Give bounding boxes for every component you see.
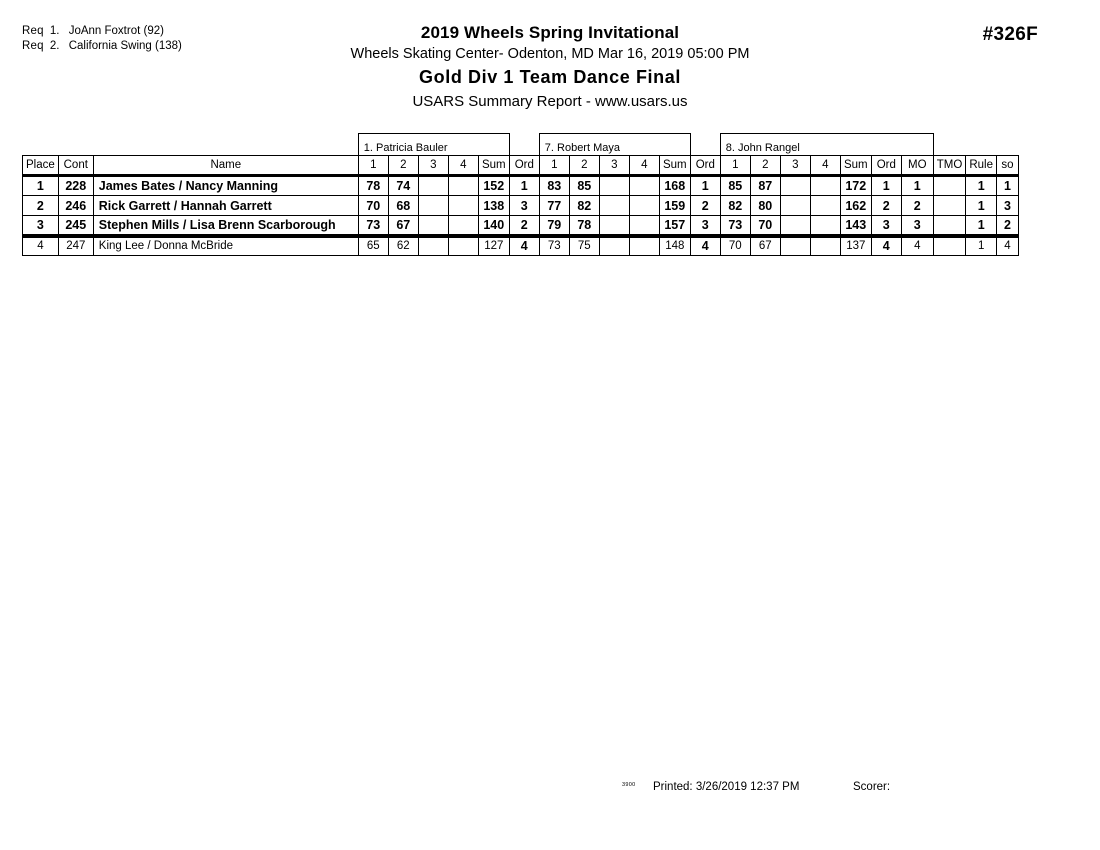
cell-j3-score2: 67 <box>750 236 780 256</box>
cell-j3-score3 <box>780 176 810 196</box>
cell-j2-score4 <box>629 176 659 196</box>
cell-j1-score2: 67 <box>388 216 418 236</box>
cell-j3-ord: 3 <box>871 216 901 236</box>
cell-j1-sum: 140 <box>478 216 509 236</box>
table-row[interactable] <box>23 216 1019 236</box>
cell-j1-score4 <box>448 236 478 256</box>
cell-name: King Lee / Donna McBride <box>93 236 358 256</box>
cell-j1-score3 <box>418 216 448 236</box>
cell-place: 1 <box>23 176 59 196</box>
cell-j3-sum: 162 <box>840 196 871 216</box>
cell-j1-score3 <box>418 196 448 216</box>
cell-j3-sum: 172 <box>840 176 871 196</box>
cell-j3-score2: 80 <box>750 196 780 216</box>
col-header-j1-sum: Sum <box>478 156 509 176</box>
cell-j2-sum: 168 <box>659 176 690 196</box>
judge-name-1: 1. Patricia Bauler <box>358 134 509 156</box>
cell-j1-score1: 65 <box>358 236 388 256</box>
cell-place: 4 <box>23 236 59 256</box>
judge-name-2: 7. Robert Maya <box>539 134 690 156</box>
cell-j2-score1: 77 <box>539 196 569 216</box>
cell-so: 2 <box>997 216 1019 236</box>
cell-j2-sum: 159 <box>659 196 690 216</box>
cell-j2-score1: 73 <box>539 236 569 256</box>
col-header-so: so <box>997 156 1019 176</box>
scorer-label: Scorer: <box>853 781 891 793</box>
cell-j1-ord: 4 <box>509 236 539 256</box>
cell-j1-score2: 62 <box>388 236 418 256</box>
col-header-j2-score3: 3 <box>599 156 629 176</box>
cell-so: 1 <box>997 176 1019 196</box>
col-header-place: Place <box>23 156 59 176</box>
cell-j2-score2: 75 <box>569 236 599 256</box>
judge-row-spacer <box>933 134 1018 156</box>
event-title: Gold Div 1 Team Dance Final <box>419 67 681 87</box>
printed-timestamp: Printed: 3/26/2019 12:37 PM <box>653 781 800 793</box>
table-row[interactable] <box>23 196 1019 216</box>
table-row[interactable] <box>23 236 1019 256</box>
cell-j2-ord: 2 <box>690 196 720 216</box>
col-header-j2-ord: Ord <box>690 156 720 176</box>
col-header-j2-sum: Sum <box>659 156 690 176</box>
judge-row-spacer <box>509 134 539 156</box>
cell-j1-ord: 2 <box>509 216 539 236</box>
cell-j2-ord: 4 <box>690 236 720 256</box>
col-header-j1-score2: 2 <box>388 156 418 176</box>
cell-j1-ord: 1 <box>509 176 539 196</box>
cell-j3-score4 <box>810 216 840 236</box>
cell-j1-score1: 78 <box>358 176 388 196</box>
cell-j2-score3 <box>599 216 629 236</box>
page-title: 2019 Wheels Spring Invitational <box>420 23 680 42</box>
cell-j2-score3 <box>599 176 629 196</box>
cell-j1-sum: 138 <box>478 196 509 216</box>
cell-j2-sum: 148 <box>659 236 690 256</box>
cell-mo: 4 <box>901 236 933 256</box>
cell-j3-sum: 137 <box>840 236 871 256</box>
document-header <box>0 22 1100 113</box>
cell-j2-score3 <box>599 236 629 256</box>
cell-place: 2 <box>23 196 59 216</box>
col-header-j1-score1: 1 <box>358 156 388 176</box>
cell-mo: 2 <box>901 196 933 216</box>
cell-j2-score2: 85 <box>569 176 599 196</box>
cell-j3-score1: 73 <box>720 216 750 236</box>
cell-j1-score3 <box>418 176 448 196</box>
cell-name: James Bates / Nancy Manning <box>93 176 358 196</box>
cell-j3-score3 <box>780 196 810 216</box>
cell-j1-score4 <box>448 176 478 196</box>
cell-j1-score1: 70 <box>358 196 388 216</box>
col-header-j3-sum: Sum <box>840 156 871 176</box>
col-header-j1-score3: 3 <box>418 156 448 176</box>
cell-name: Stephen Mills / Lisa Brenn Scarborough <box>93 216 358 236</box>
cell-j3-score4 <box>810 196 840 216</box>
cell-j3-ord: 2 <box>871 196 901 216</box>
col-header-j1-ord: Ord <box>509 156 539 176</box>
col-header-j3-score1: 1 <box>720 156 750 176</box>
cell-rule: 1 <box>966 216 997 236</box>
footer-code: 3900 <box>622 782 636 788</box>
report-subtitle: USARS Summary Report - www.usars.us <box>412 93 688 110</box>
cell-mo: 1 <box>901 176 933 196</box>
cell-tmo <box>933 196 966 216</box>
cell-j2-score3 <box>599 196 629 216</box>
col-header-j3-score3: 3 <box>780 156 810 176</box>
cell-j3-ord: 4 <box>871 236 901 256</box>
cell-tmo <box>933 216 966 236</box>
judge-header-row <box>23 134 1019 156</box>
cell-tmo <box>933 236 966 256</box>
cell-j1-ord: 3 <box>509 196 539 216</box>
cell-j3-score3 <box>780 216 810 236</box>
page-footer <box>0 781 1100 799</box>
col-header-j2-score2: 2 <box>569 156 599 176</box>
col-header-j3-ord: Ord <box>871 156 901 176</box>
cell-j2-ord: 3 <box>690 216 720 236</box>
col-header-j3-score2: 2 <box>750 156 780 176</box>
cell-cont: 245 <box>58 216 93 236</box>
cell-j1-sum: 127 <box>478 236 509 256</box>
cell-j3-score1: 82 <box>720 196 750 216</box>
cell-rule: 1 <box>966 236 997 256</box>
cell-j3-score4 <box>810 176 840 196</box>
col-header-mo: MO <box>901 156 933 176</box>
col-header-name: Name <box>93 156 358 176</box>
cell-j3-score4 <box>810 236 840 256</box>
cell-mo: 3 <box>901 216 933 236</box>
cell-j1-score4 <box>448 196 478 216</box>
cell-j3-score2: 87 <box>750 176 780 196</box>
cell-cont: 228 <box>58 176 93 196</box>
judge-row-spacer <box>23 134 359 156</box>
col-header-j3-score4: 4 <box>810 156 840 176</box>
cell-j3-score3 <box>780 236 810 256</box>
cell-j3-score1: 70 <box>720 236 750 256</box>
cell-so: 4 <box>997 236 1019 256</box>
cell-cont: 246 <box>58 196 93 216</box>
cell-j2-score1: 83 <box>539 176 569 196</box>
cell-tmo <box>933 176 966 196</box>
cell-rule: 1 <box>966 196 997 216</box>
column-header-row <box>23 156 1019 176</box>
results-table-container <box>22 133 1019 256</box>
cell-j2-score2: 82 <box>569 196 599 216</box>
judge-row-spacer <box>690 134 720 156</box>
cell-cont: 247 <box>58 236 93 256</box>
cell-j3-score2: 70 <box>750 216 780 236</box>
cell-j1-score2: 74 <box>388 176 418 196</box>
table-row[interactable] <box>23 176 1019 196</box>
cell-j1-score2: 68 <box>388 196 418 216</box>
judge-name-3: 8. John Rangel <box>720 134 933 156</box>
cell-j2-sum: 157 <box>659 216 690 236</box>
cell-j3-sum: 143 <box>840 216 871 236</box>
cell-name: Rick Garrett / Hannah Garrett <box>93 196 358 216</box>
requirement-name: California Swing (138) <box>68 40 182 52</box>
col-header-j1-score4: 4 <box>448 156 478 176</box>
cell-j1-score4 <box>448 216 478 236</box>
cell-rule: 1 <box>966 176 997 196</box>
col-header-j2-score4: 4 <box>629 156 659 176</box>
col-header-cont: Cont <box>58 156 93 176</box>
cell-place: 3 <box>23 216 59 236</box>
cell-j3-ord: 1 <box>871 176 901 196</box>
col-header-rule: Rule <box>966 156 997 176</box>
cell-j2-score4 <box>629 196 659 216</box>
col-header-j2-score1: 1 <box>539 156 569 176</box>
col-header-tmo: TMO <box>933 156 966 176</box>
cell-j2-score1: 79 <box>539 216 569 236</box>
cell-j1-score3 <box>418 236 448 256</box>
venue-datetime: Wheels Skating Center- Odenton, MD Mar 16, 2019 05:00 PM <box>350 46 750 62</box>
cell-j1-sum: 152 <box>478 176 509 196</box>
results-table <box>22 133 1019 256</box>
cell-j2-score2: 78 <box>569 216 599 236</box>
requirement-number: 2. <box>49 40 60 52</box>
cell-j2-ord: 1 <box>690 176 720 196</box>
cell-j2-score4 <box>629 236 659 256</box>
cell-so: 3 <box>997 196 1019 216</box>
cell-j3-score1: 85 <box>720 176 750 196</box>
requirement-number: 1. <box>49 25 60 37</box>
requirement-label: Req <box>22 40 44 52</box>
event-number: #326F <box>982 24 1038 45</box>
cell-j2-score4 <box>629 216 659 236</box>
requirement-label: Req <box>22 25 44 37</box>
cell-j1-score1: 73 <box>358 216 388 236</box>
requirement-name: JoAnn Foxtrot (92) <box>68 25 164 37</box>
